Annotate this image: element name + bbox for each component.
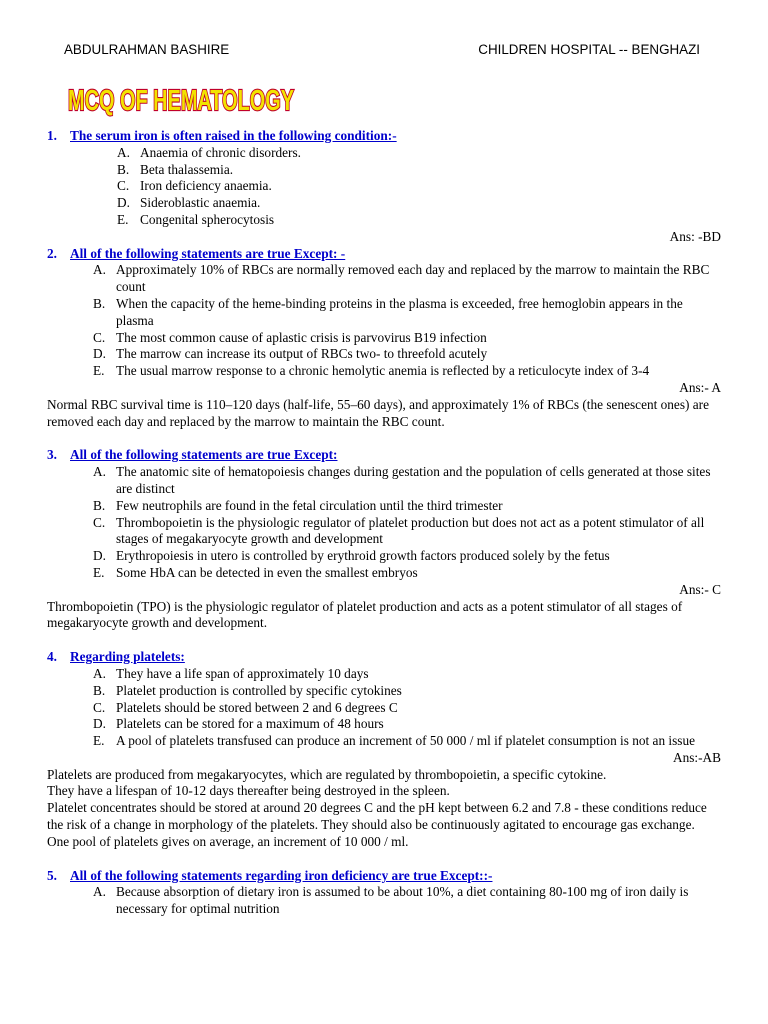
option-text: Platelets should be stored between 2 and 6 degrees C — [116, 699, 398, 715]
option-letter: B. — [93, 295, 106, 311]
option-item — [93, 363, 719, 380]
option-text: Few neutrophils are found in the fetal circulation until the third trimester — [116, 497, 503, 513]
option-letter: A. — [93, 464, 106, 480]
option-list — [47, 145, 719, 229]
option-text: The most common cause of aplastic crisis is parvovirus B19 infection — [116, 329, 487, 345]
option-text: When the capacity of the heme-binding proteins in the plasma is exceeded, free hemoglobin appears in the plasma — [116, 295, 683, 328]
option-text: Approximately 10% of RBCs are normally removed each day and replaced by the marrow to maintain the RBC count — [116, 262, 710, 295]
option-text: Iron deficiency anaemia. — [140, 178, 272, 194]
answer-explanation: Thrombopoietin (TPO) is the physiologic regulator of platelet production and acts as a potent stimulator of all stages of megakaryocyte growth and development. — [47, 598, 683, 631]
option-text: The usual marrow response to a chronic hemolytic anemia is reflected by a reticulocyte index of 3-4 — [116, 363, 650, 379]
question-block — [47, 246, 719, 448]
spacer — [47, 632, 719, 649]
answer-key: Ans:-AB — [672, 749, 721, 765]
author-name: ABDULRAHMAN BASHIRE — [64, 42, 230, 57]
option-text: Congenital spherocytosis — [140, 211, 275, 227]
option-text: Some HbA can be detected in even the smallest embryos — [116, 564, 418, 580]
option-letter: C. — [93, 329, 106, 345]
option-item — [93, 498, 719, 515]
question-heading — [47, 128, 719, 145]
option-item — [93, 548, 719, 565]
question-heading — [47, 868, 719, 885]
option-letter: D. — [117, 195, 130, 211]
option-letter: A. — [93, 665, 106, 681]
option-item — [117, 162, 719, 179]
option-letter: A. — [93, 262, 106, 278]
option-list — [47, 262, 719, 380]
option-item — [93, 262, 719, 296]
option-item — [93, 565, 719, 582]
answer-explanation: Normal RBC survival time is 110–120 days (half-life, 55–60 days), and approximately 1% of RBCs (the senescent ones) are removed each day and replaced by the marrow to maintain the RBC count. — [47, 396, 709, 429]
option-letter: C. — [93, 699, 106, 715]
question-number: 2. — [47, 245, 57, 261]
option-list — [47, 464, 719, 582]
question-block — [47, 868, 719, 918]
option-text: They have a life span of approximately 10 days — [116, 665, 369, 681]
question-block — [47, 128, 719, 246]
option-text: Anaemia of chronic disorders. — [140, 144, 301, 160]
option-text: A pool of platelets transfused can produce an increment of 50 000 / ml if platelet consumption is not an issue — [116, 733, 696, 749]
hospital-name: CHILDREN HOSPITAL -- BENGHAZI — [478, 42, 700, 57]
option-list — [47, 884, 719, 918]
option-item — [93, 700, 719, 717]
answer-key: Ans:- C — [679, 581, 721, 597]
answer-key: Ans: -BD — [669, 228, 721, 244]
option-item — [93, 330, 719, 347]
spacer — [47, 851, 719, 868]
question-text: The serum iron is often raised in the following condition:- — [70, 128, 397, 143]
option-text: Because absorption of dietary iron is assumed to be about 10%, a diet containing 80-100 mg of iron daily is necessary for optimal nutrition — [116, 884, 689, 917]
option-letter: B. — [93, 497, 106, 513]
question-block — [47, 649, 719, 868]
option-item — [93, 464, 719, 498]
option-item — [93, 346, 719, 363]
option-letter: C. — [93, 514, 106, 530]
option-text: Thrombopoietin is the physiologic regulator of platelet production but does not act as a potent stimulator of all stages of megakaryocyte growth and development — [116, 514, 705, 547]
option-letter: E. — [117, 211, 129, 227]
option-text: The anatomic site of hematopoiesis changes during gestation and the population of cells generated at those sites are distinct — [116, 464, 711, 496]
spacer — [47, 430, 719, 447]
question-text: All of the following statements regarding iron deficiency are true Except::- — [70, 867, 493, 883]
question-heading — [47, 649, 719, 666]
option-letter: E. — [93, 564, 105, 580]
answer-key: Ans:- A — [679, 379, 721, 395]
question-text: Regarding platelets: — [70, 649, 185, 665]
option-text: Erythropoiesis in utero is controlled by erythroid growth factors produced solely by the fetus — [116, 548, 610, 564]
option-item — [117, 212, 719, 229]
question-number: 3. — [47, 447, 57, 463]
option-item — [93, 666, 719, 683]
option-item — [93, 683, 719, 700]
question-heading — [47, 447, 719, 464]
option-text: Platelets can be stored for a maximum of 48 hours — [116, 716, 384, 732]
option-item — [117, 195, 719, 212]
option-letter: A. — [93, 884, 106, 900]
question-block — [47, 447, 719, 649]
option-item — [93, 884, 719, 918]
option-letter: B. — [117, 161, 130, 177]
question-number: 4. — [47, 649, 57, 665]
option-item — [93, 296, 719, 330]
option-item — [93, 515, 719, 549]
title-logo — [66, 80, 298, 116]
option-letter: B. — [93, 682, 106, 698]
logo-text: MCQ OF HEMATOLOGY — [68, 85, 294, 117]
option-item — [93, 733, 719, 750]
option-item — [117, 145, 719, 162]
option-letter: C. — [117, 178, 130, 194]
question-heading — [47, 246, 719, 263]
question-number: 1. — [47, 128, 57, 143]
option-letter: D. — [93, 346, 106, 362]
answer-explanation: Platelets are produced from megakaryocytes, which are regulated by thrombopoietin, a specific cytokine. They have a lifespan of 10-12 days thereafter being destroyed in the spleen. Platelet concentrates should be stored at around 20 degrees C and the pH kept between 6.2 and 7.8 - these conditions reduce the risk of a change in morphology of the platelets. They should also be continuously agitated to encourage gas exchange. One pool of platelets gives on average, an increment of 10 000 / ml. — [47, 766, 707, 849]
option-item — [93, 716, 719, 733]
option-text: Sideroblastic anaemia. — [140, 195, 261, 211]
option-text: The marrow can increase its output of RBCs two- to threefold acutely — [116, 346, 488, 362]
page-header — [64, 42, 700, 60]
option-letter: E. — [93, 363, 105, 379]
option-text: Platelet production is controlled by specific cytokines — [116, 682, 402, 698]
question-number: 5. — [47, 867, 57, 883]
mcq-list — [47, 128, 719, 918]
option-item — [117, 178, 719, 195]
option-letter: E. — [93, 733, 105, 749]
option-text: Beta thalassemia. — [140, 161, 234, 177]
option-list — [47, 666, 719, 750]
question-text: All of the following statements are true Except: - — [70, 245, 346, 261]
question-text: All of the following statements are true Except: — [70, 447, 338, 463]
option-letter: A. — [117, 144, 130, 160]
option-letter: D. — [93, 716, 106, 732]
option-letter: D. — [93, 548, 106, 564]
